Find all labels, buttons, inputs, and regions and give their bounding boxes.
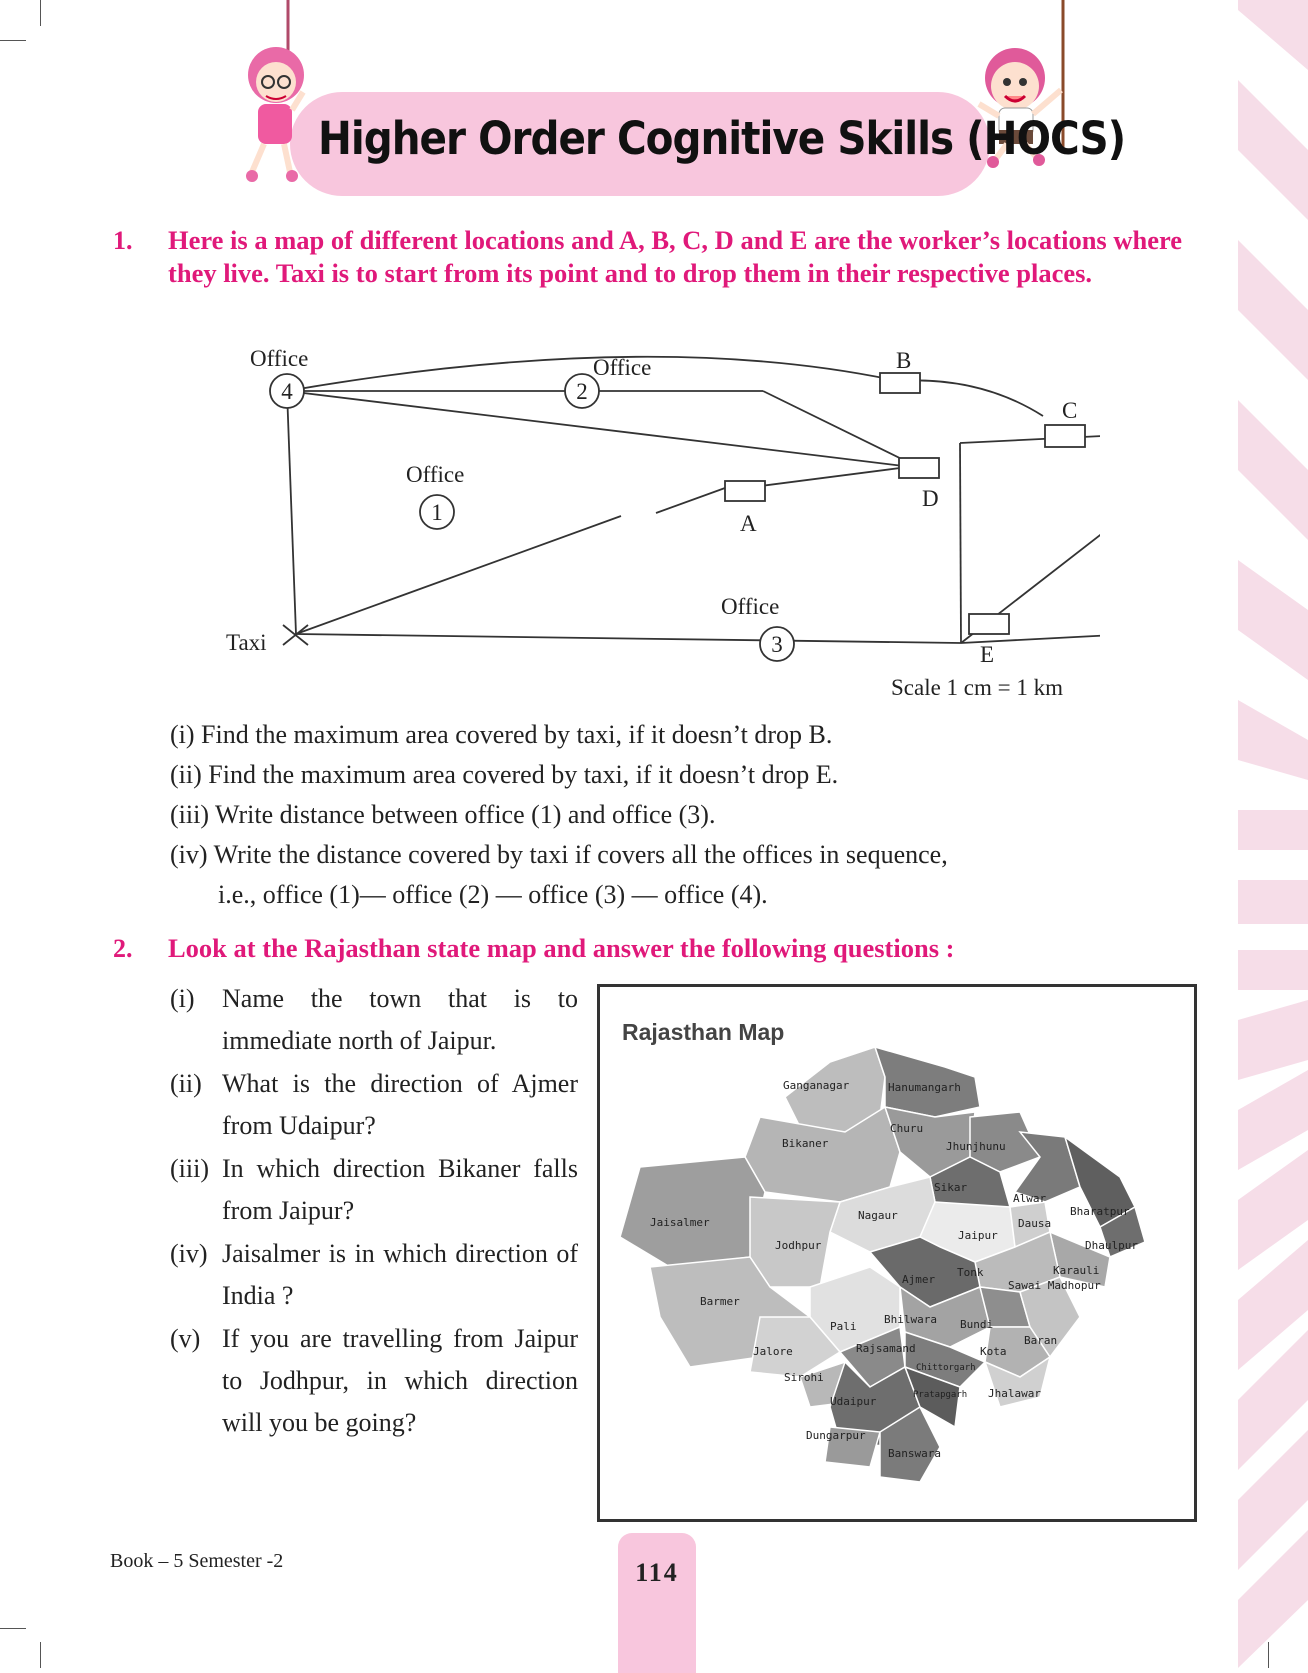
- q2-part-number: (v): [170, 1324, 201, 1353]
- map-label-banswara: Banswara: [888, 1447, 941, 1460]
- office-4-number: 4: [281, 379, 293, 404]
- region-jaisalmer: [620, 1157, 765, 1267]
- scale-label: Scale 1 cm = 1 km: [891, 675, 1064, 700]
- map-label-jalore: Jalore: [753, 1345, 793, 1358]
- map-label-tonk: Tonk: [957, 1266, 984, 1279]
- map-label-udaipur: Udaipur: [830, 1395, 877, 1408]
- q2-part: [170, 1318, 578, 1444]
- q1-part: i.e., office (1)— office (2) — office (3) — office (4).: [218, 880, 768, 909]
- map-label-baran: Baran: [1024, 1334, 1058, 1347]
- q2-part-number: (iii): [170, 1154, 209, 1183]
- q2-part-number: (iv): [170, 1239, 208, 1268]
- q2-part: [170, 1148, 578, 1232]
- book-semester-label: Book – 5 Semester -2: [110, 1550, 284, 1572]
- q2-part-number: (i): [170, 984, 195, 1013]
- office-2-label: Office: [593, 355, 652, 380]
- office-1-number: 1: [431, 500, 443, 525]
- location-e: [969, 614, 1009, 634]
- taxi-label: Taxi: [226, 630, 267, 655]
- q1-part: (ii) Find the maximum area covered by taxi, if it doesn’t drop E.: [170, 760, 839, 789]
- location-e-label: E: [980, 642, 995, 667]
- location-a-label: A: [740, 511, 757, 536]
- map-label-nagaur: Nagaur: [858, 1209, 898, 1222]
- map-label-jaipur: Jaipur: [958, 1229, 998, 1242]
- location-a: [725, 481, 765, 501]
- q1-part: (i) Find the maximum area covered by taxi, if it doesn’t drop B.: [170, 720, 833, 749]
- map-title: Rajasthan Map: [622, 1019, 785, 1045]
- map-label-rajsamand: Rajsamand: [856, 1342, 916, 1355]
- map-label-ajmer: Ajmer: [902, 1273, 936, 1286]
- question-text: Look at the Rajasthan state map and answer the following questions :: [168, 933, 955, 963]
- map-label-sirohi: Sirohi: [784, 1371, 824, 1384]
- map-label-jhalawar: Jhalawar: [988, 1387, 1041, 1400]
- location-c-label: C: [1062, 398, 1078, 423]
- question-number: 2.: [113, 934, 133, 963]
- map-label-sikar: Sikar: [934, 1181, 968, 1194]
- map-label-jaisalmer: Jaisalmer: [650, 1216, 710, 1229]
- office-4-label: Office: [250, 346, 309, 371]
- map-label-karauli: Karauli: [1053, 1264, 1100, 1277]
- map-label-alwar: Alwar: [1013, 1192, 1047, 1205]
- q1-part: (iv) Write the distance covered by taxi if covers all the offices in sequence,: [170, 840, 948, 869]
- location-b: [880, 373, 920, 393]
- map-label-kota: Kota: [980, 1345, 1007, 1358]
- office-1-label: Office: [406, 462, 465, 487]
- location-d: [899, 458, 939, 478]
- map-label-sawai-madhopur: Sawai Madhopur: [1008, 1279, 1101, 1292]
- question-text: Here is a map of different locations and A, B, C, D and E are the worker’s locations where they live. Taxi is to start from its point and to drop them in their respective places.: [168, 225, 1183, 288]
- q2-part-text: If you are travelling from Jaipur to Jodhpur, in which direction will you be going?: [222, 1324, 578, 1437]
- q2-part: [170, 1063, 578, 1147]
- map-label-barmer: Barmer: [700, 1295, 740, 1308]
- crop-mark: [40, 1642, 41, 1668]
- map-label-pali: Pali: [830, 1320, 857, 1333]
- map-label-jhunjhunu: Jhunjhunu: [946, 1140, 1006, 1153]
- map-label-bundi: Bundi: [960, 1318, 994, 1331]
- map-label-hanumangarh: Hanumangarh: [888, 1081, 961, 1094]
- map-label-bhilwara: Bhilwara: [884, 1313, 937, 1326]
- map-label-churu: Churu: [890, 1122, 924, 1135]
- office-3-label: Office: [721, 594, 780, 619]
- location-b-label: B: [896, 348, 912, 373]
- q2-part: [170, 1233, 578, 1317]
- office-3-number: 3: [771, 632, 783, 657]
- q2-part-text: Jaisalmer is in which direction of India ?: [222, 1239, 578, 1310]
- diagram-nodes: [0, 0, 1308, 720]
- q2-part-number: (ii): [170, 1069, 202, 1098]
- map-label-pratapgarh: Pratapgarh: [913, 1390, 968, 1400]
- q2-part-text: Name the town that is to immediate north of Jaipur.: [222, 984, 578, 1055]
- q2-part: [170, 978, 578, 1062]
- map-label-jodhpur: Jodhpur: [775, 1239, 822, 1252]
- map-label-dausa: Dausa: [1018, 1217, 1052, 1230]
- question-number: 1.: [113, 226, 133, 255]
- rajasthan-map-drawing: [600, 987, 1194, 1519]
- page-number-tab: [618, 1533, 696, 1673]
- map-label-ganganagar: Ganganagar: [783, 1079, 850, 1092]
- crop-mark: [0, 1628, 26, 1629]
- rajasthan-map: [597, 984, 1197, 1522]
- map-label-bharatpur: Bharatpur: [1070, 1205, 1130, 1218]
- page-title: Higher Order Cognitive Skills (HOCS): [318, 112, 1126, 165]
- q1-part: (iii) Write distance between office (1) and office (3).: [170, 800, 716, 829]
- q2-part-text: What is the direction of Ajmer from Udaipur?: [222, 1069, 578, 1140]
- location-c: [1045, 425, 1085, 447]
- q2-part-text: In which direction Bikaner falls from Jaipur?: [222, 1154, 578, 1225]
- page-number: 114: [635, 1558, 679, 1587]
- office-2-number: 2: [576, 379, 588, 404]
- map-label-dungarpur: Dungarpur: [806, 1429, 866, 1442]
- location-d-label: D: [922, 486, 939, 511]
- map-label-bikaner: Bikaner: [782, 1137, 829, 1150]
- map-label-dhaulpur: Dhaulpur: [1085, 1239, 1138, 1252]
- map-label-chittorgarh: Chittorgarh: [916, 1363, 976, 1373]
